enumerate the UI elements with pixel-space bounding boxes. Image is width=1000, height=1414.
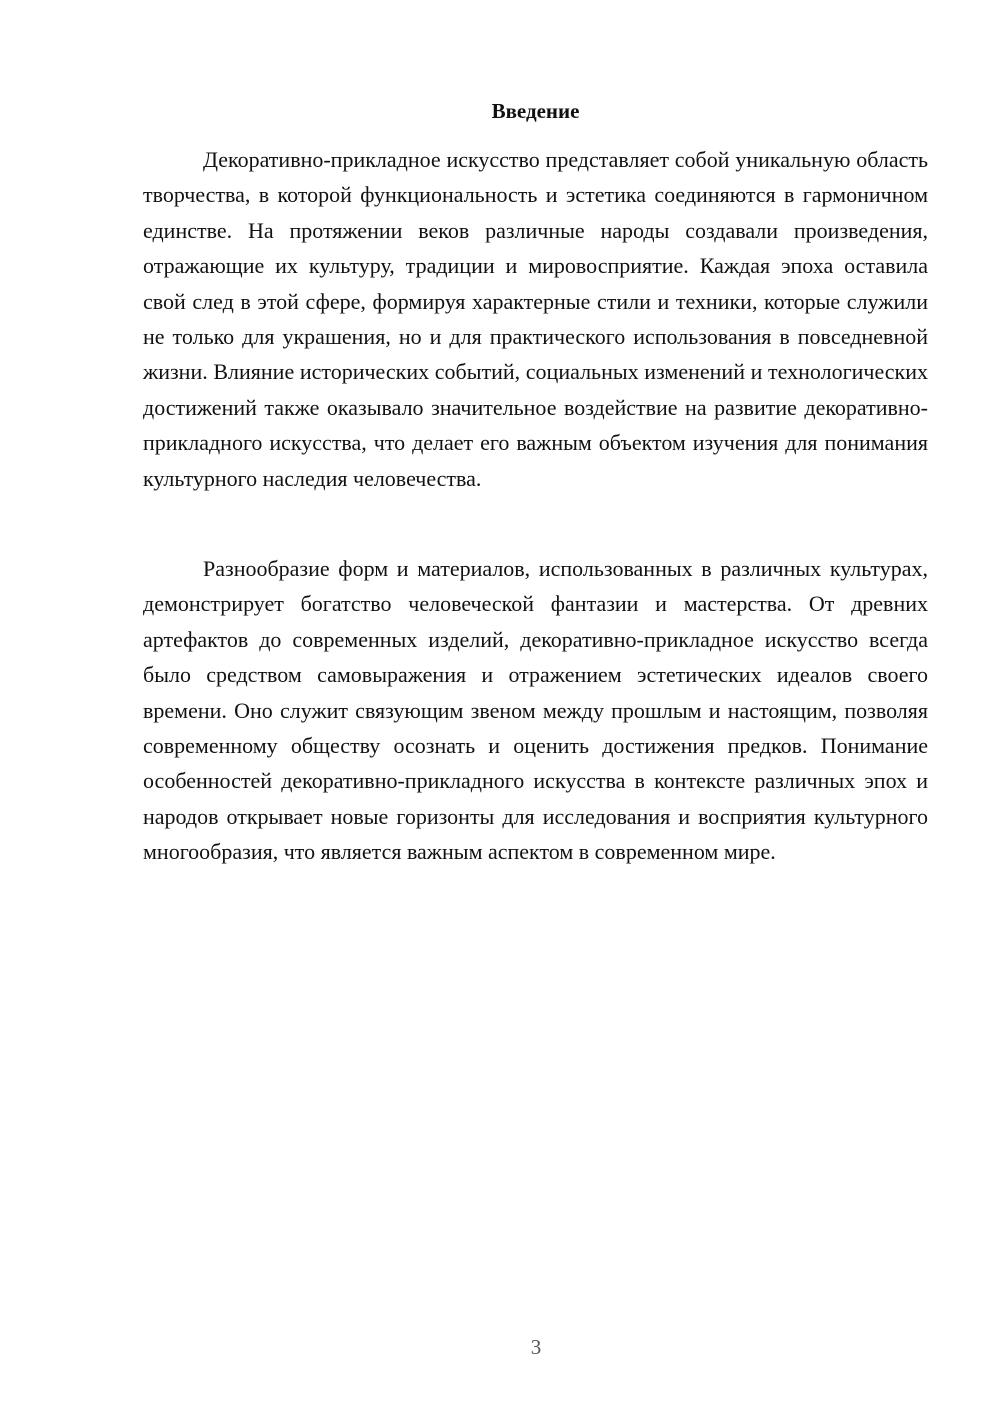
paragraph-2: Разнообразие форм и материалов, использованных в различных культурах, демонстрирует богатство человеческой фантазии и мастерства. От древних артефактов до современных изделий, декоративно-прикладное искусство всегда было средством самовыражения и отражением эстетических идеалов своего времени. Оно служит связующим звеном между прошлым и настоящим, позволяя современному обществу осознать и оценить достижения предков. Понимание особенностей декоративно-прикладного искусства в контексте различных эпох и народов открывает новые горизонты для исследования и восприятия культурного многообразия, что является важным аспектом в современном мире. (143, 556, 928, 865)
paragraph-1: Декоративно-прикладное искусство представляет собой уникальную область творчества, в которой функциональность и эстетика соединяются в гармоничном единстве. На протяжении веков различные народы создавали произведения, отражающие их культуру, традиции и мировосприятие. Каждая эпоха оставила свой след в этой сфере, формируя характерные стили и техники, которые служили не только для украшения, но и для практического использования в повседневной жизни. Влияние исторических событий, социальных изменений и технологических достижений также оказывало значительное воздействие на развитие декоративно-прикладного искусства, что делает его важным объектом изучения для понимания культурного наследия человечества. (143, 147, 928, 491)
section-title: Введение (491, 99, 580, 123)
page-number: 3 (530, 1335, 542, 1359)
